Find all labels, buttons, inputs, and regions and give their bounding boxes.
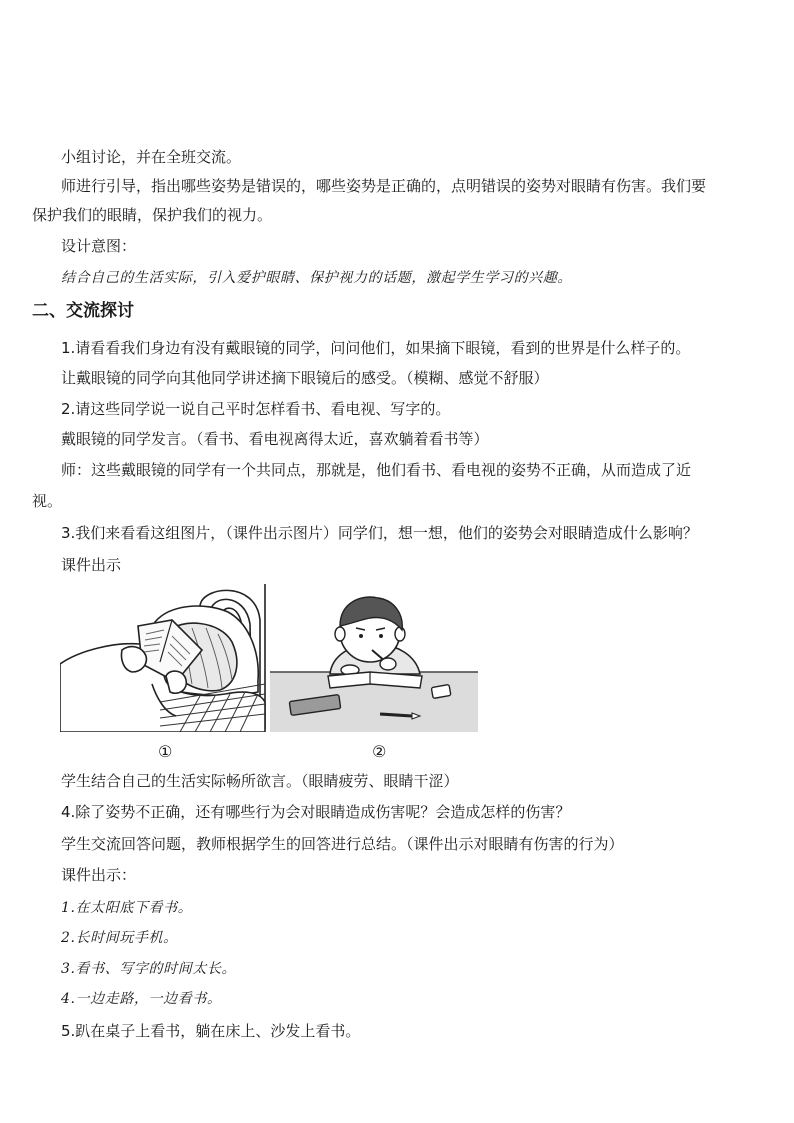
question-4-answer: 学生交流回答问题，教师根据学生的回答进行总结。（课件出示对眼睛有伤害的行为）	[61, 835, 624, 853]
harmful-list-item: 1.在太阳底下看书。	[61, 900, 193, 916]
paragraph-group-discussion: 小组讨论，并在全班交流。	[61, 148, 242, 166]
design-intent-text: 结合自己的生活实际，引入爱护眼睛、保护视力的话题，激起学生学习的兴趣。	[61, 270, 572, 286]
paragraph-teacher-guide-line1: 师进行引导，指出哪些姿势是错误的，哪些姿势是正确的，点明错误的姿势对眼睛有伤害。我们要	[61, 177, 707, 195]
teacher-remark-line2: 视。	[32, 492, 63, 510]
section-heading: 二、交流探讨	[32, 301, 134, 321]
figure-writing-close	[270, 590, 478, 732]
design-intent-label: 设计意图：	[61, 237, 137, 255]
harmful-list-item: 2.长时间玩手机。	[61, 930, 178, 946]
question-3-answer: 学生结合自己的生活实际畅所欲言。（眼睛疲劳、眼睛干涩）	[61, 772, 459, 790]
question-1-followup: 让戴眼镜的同学向其他同学讲述摘下眼镜后的感受。（模糊、感觉不舒服）	[61, 369, 549, 387]
figure-caption-2: ②	[372, 742, 387, 761]
question-3: 3.我们来看看这组图片，（课件出示图片）同学们，想一想，他们的姿势会对眼睛造成什么影响？	[61, 524, 698, 542]
harmful-list-item: 5.趴在桌子上看书，躺在床上、沙发上看书。	[61, 1022, 361, 1040]
harmful-list-item: 4.一边走路，一边看书。	[61, 991, 222, 1007]
teacher-remark-line1: 师：这些戴眼镜的同学有一个共同点，那就是，他们看书、看电视的姿势不正确，从而造成了近	[61, 461, 692, 479]
harmful-list-item: 3.看书、写字的时间太长。	[61, 961, 237, 977]
courseware-show-label-2: 课件出示：	[61, 866, 137, 884]
question-2-answer: 戴眼镜的同学发言。（看书、看电视离得太近，喜欢躺着看书等）	[61, 430, 489, 448]
paragraph-teacher-guide-line2: 保护我们的眼睛，保护我们的视力。	[32, 206, 273, 224]
courseware-show-label: 课件出示	[61, 556, 122, 574]
question-1: 1.请看看我们身边有没有戴眼镜的同学，问问他们，如果摘下眼镜，看到的世界是什么样子的。	[61, 339, 691, 357]
question-2: 2.请这些同学说一说自己平时怎样看书、看电视、写字的。	[61, 400, 451, 418]
question-4: 4.除了姿势不正确，还有哪些行为会对眼睛造成伤害呢？会造成怎样的伤害？	[61, 803, 571, 821]
figure-caption-1: ①	[158, 742, 173, 761]
figure-lying-reading	[60, 584, 268, 732]
